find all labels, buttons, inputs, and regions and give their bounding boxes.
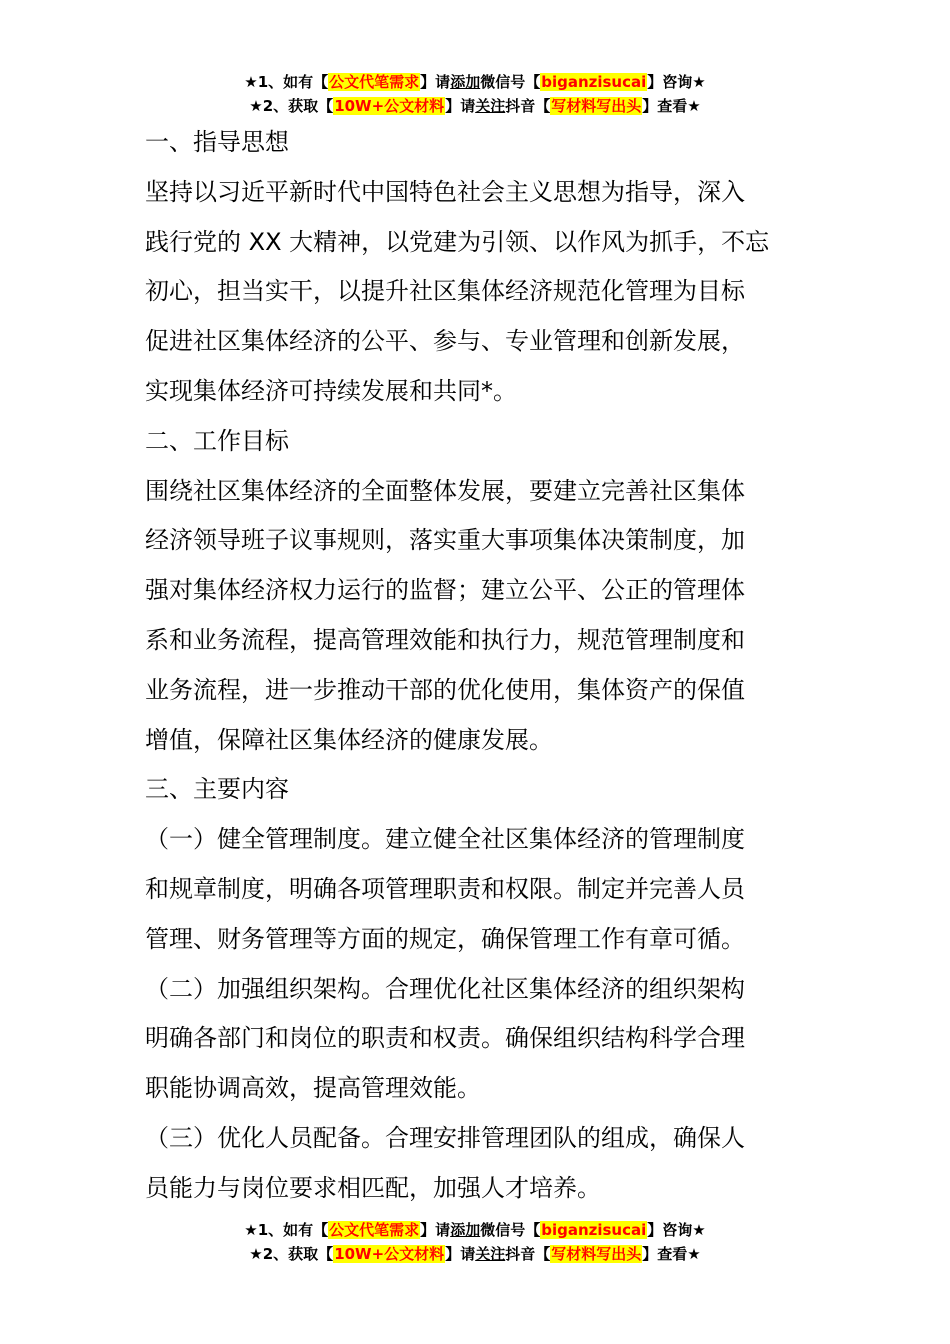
paragraph-line: 围绕社区集体经济的全面整体发展，要建立完善社区集体 [145, 476, 745, 505]
banner-line-2: ★2、获取【10W+公文材料】请关注抖音【写材料写出头】查看★ [249, 97, 701, 115]
paragraph-line: 实现集体经济可持续发展和共同*。 [145, 376, 517, 405]
banner-line-1: ★1、如有【公文代笔需求】请添加微信号【biganzisucai】咨询★ [244, 73, 706, 91]
section-heading: 三、主要内容 [145, 775, 289, 804]
banner-highlight: 10W+公文材料 [334, 1245, 445, 1263]
footer-banner [0, 1218, 950, 1266]
paragraph-line: （三）优化人员配备。合理安排管理团队的组成，确保人 [145, 1123, 745, 1152]
paragraph-line: 增值，保障社区集体经济的健康发展。 [145, 725, 553, 754]
header-banner [0, 70, 950, 118]
paragraph-line: 坚持以习近平新时代中国特色社会主义思想为指导，深入 [145, 177, 745, 206]
paragraph-line: （二）加强组织架构。合理优化社区集体经济的组织架构 [145, 974, 745, 1003]
paragraph-line: 和规章制度，明确各项管理职责和权限。制定并完善人员 [145, 874, 745, 903]
banner-highlight: 10W+公文材料 [334, 97, 445, 115]
section-heading: 二、工作目标 [145, 426, 289, 455]
paragraph-line: 初心，担当实干，以提升社区集体经济规范化管理为目标 [145, 277, 745, 306]
paragraph-line: 经济领导班子议事规则，落实重大事项集体决策制度，加 [145, 526, 745, 555]
banner-highlight: 公文代笔需求 [329, 1221, 420, 1239]
banner-wechat-id: biganzisucai [541, 1221, 647, 1239]
banner-highlight: 公文代笔需求 [329, 73, 420, 91]
banner-line-2: ★2、获取【10W+公文材料】请关注抖音【写材料写出头】查看★ [249, 1245, 701, 1263]
banner-douyin-id: 写材料写出头 [551, 97, 642, 115]
paragraph-line: 促进社区集体经济的公平、参与、专业管理和创新发展， [145, 327, 745, 356]
paragraph-line: 员能力与岗位要求相匹配，加强人才培养。 [145, 1173, 601, 1202]
banner-wechat-id: biganzisucai [541, 73, 647, 91]
paragraph-line: （一）健全管理制度。建立健全社区集体经济的管理制度 [145, 825, 745, 854]
paragraph-line: 管理、财务管理等方面的规定，确保管理工作有章可循。 [145, 924, 745, 953]
paragraph-line: 明确各部门和岗位的职责和权责。确保组织结构科学合理 [145, 1024, 745, 1053]
paragraph-line: 强对集体经济权力运行的监督；建立公平、公正的管理体 [145, 576, 745, 605]
paragraph-line: 职能协调高效，提高管理效能。 [145, 1074, 481, 1103]
paragraph-line: 践行党的 XX 大精神，以党建为引领、以作风为抓手，不忘 [145, 227, 770, 256]
document-body [145, 118, 810, 1214]
banner-line-1: ★1、如有【公文代笔需求】请添加微信号【biganzisucai】咨询★ [244, 1221, 706, 1239]
section-heading: 一、指导思想 [145, 128, 289, 156]
paragraph-line: 系和业务流程，提高管理效能和执行力，规范管理制度和 [145, 625, 745, 654]
banner-douyin-id: 写材料写出头 [551, 1245, 642, 1263]
paragraph-line: 业务流程，进一步推动干部的优化使用，集体资产的保值 [145, 675, 745, 704]
